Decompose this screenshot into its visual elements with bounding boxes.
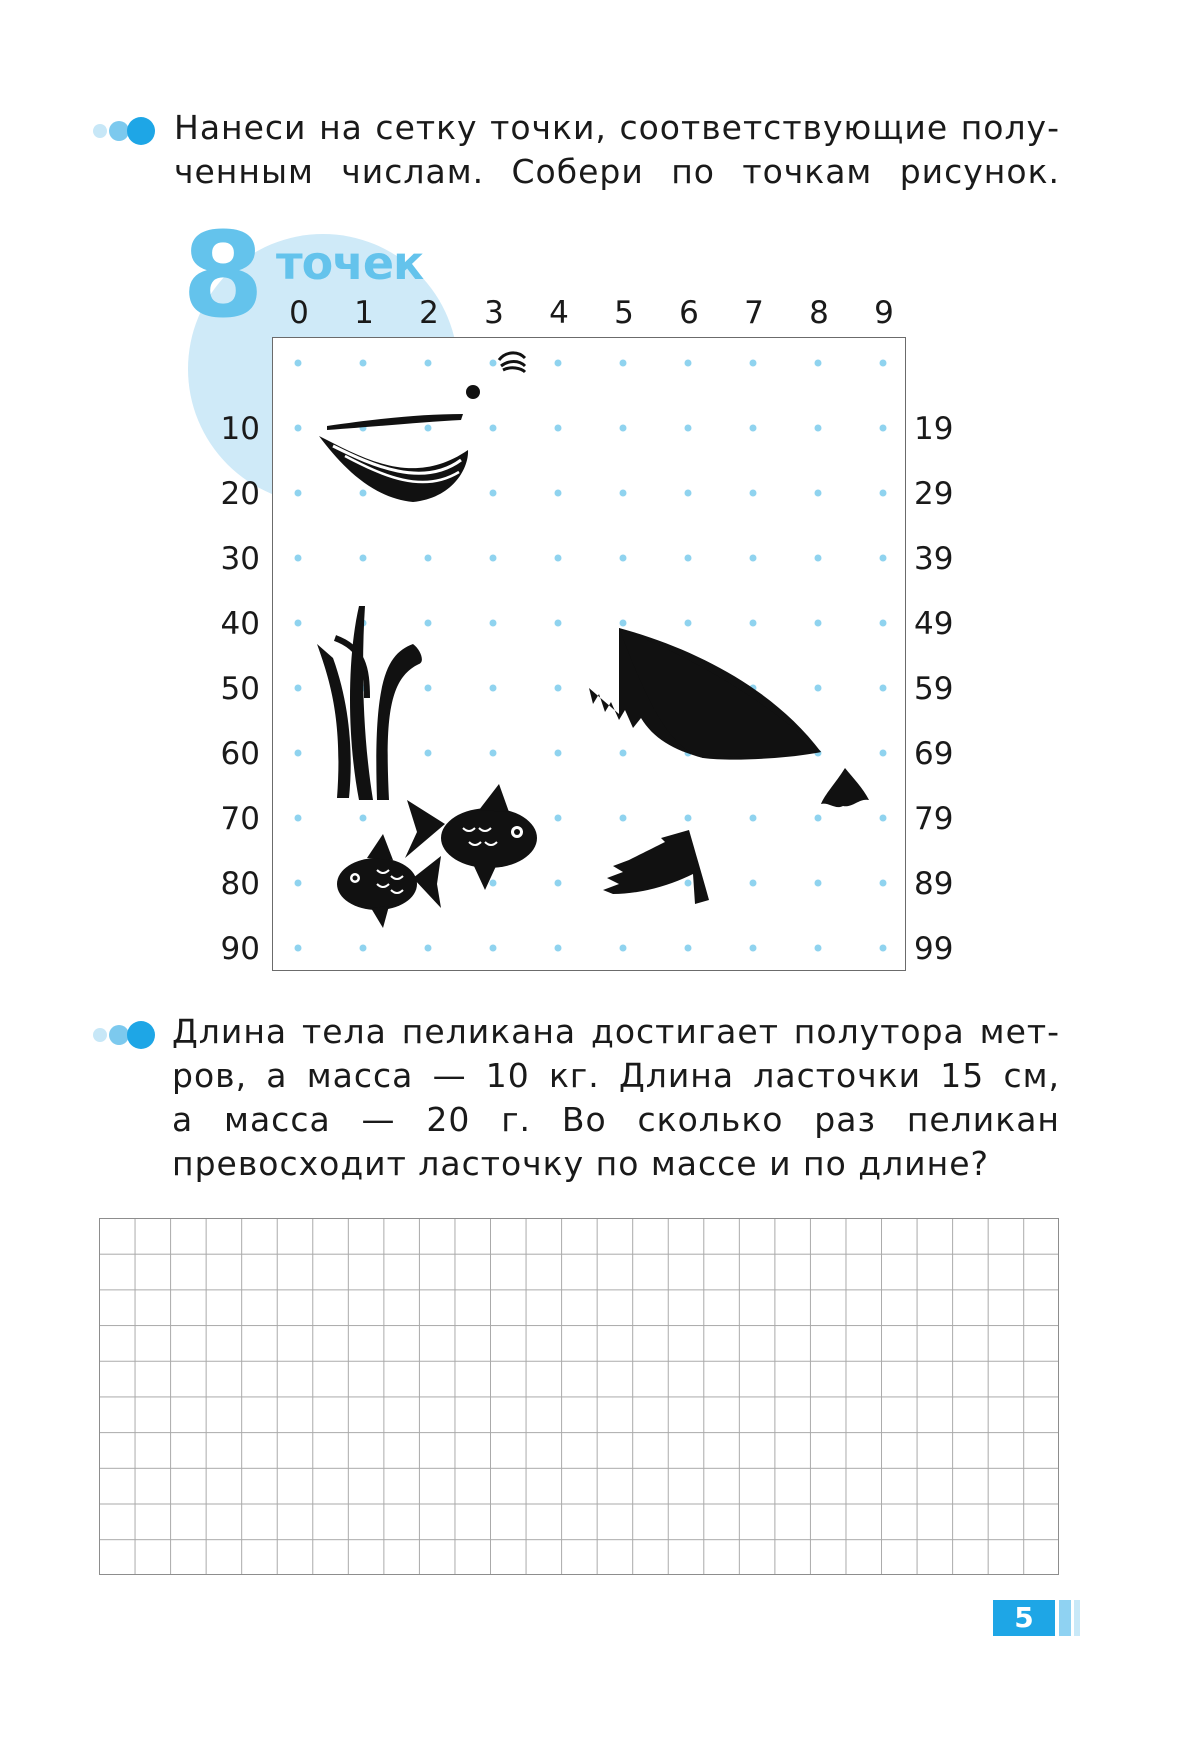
grid-dot — [555, 880, 562, 887]
grid-dot — [425, 555, 432, 562]
grid-dot — [425, 945, 432, 952]
grid-dot — [815, 425, 822, 432]
row-label-right: 59 — [914, 671, 954, 707]
grid-dot — [620, 750, 627, 757]
grid-dot — [815, 360, 822, 367]
task-1-line-1: Нанеси на сетку точки, соответствующие полу- — [174, 108, 1060, 147]
grid-dot — [750, 555, 757, 562]
col-label: 0 — [289, 295, 309, 331]
grid-dot — [425, 685, 432, 692]
grid-dot — [880, 425, 887, 432]
grid-dot — [490, 620, 497, 627]
fish-1 — [337, 834, 441, 928]
grid-dot — [555, 555, 562, 562]
grid-dot — [880, 685, 887, 692]
grid-dot — [880, 945, 887, 952]
water-plant — [317, 644, 351, 798]
grid-dot — [360, 490, 367, 497]
page-number-box — [993, 1600, 1055, 1636]
grid-dot — [750, 620, 757, 627]
grid-dot — [555, 945, 562, 952]
grid-dot — [815, 555, 822, 562]
grid-dot — [815, 945, 822, 952]
grid-dot — [880, 490, 887, 497]
grid-dot — [620, 815, 627, 822]
row-label-right: 39 — [914, 541, 954, 577]
grid-dot — [685, 815, 692, 822]
grid-dot — [555, 360, 562, 367]
grid-dot — [425, 360, 432, 367]
points-number: 8 — [182, 206, 265, 344]
row-label-left: 50 — [220, 671, 260, 707]
row-label-right: 69 — [914, 736, 954, 772]
grid-dot — [620, 425, 627, 432]
col-label: 9 — [874, 295, 894, 331]
col-label: 4 — [549, 295, 569, 331]
pelican-crest — [499, 353, 525, 372]
grid-dot — [750, 815, 757, 822]
task-2-line-4: превосходит ласточку по массе и по длине? — [172, 1144, 990, 1183]
grid-dot — [620, 490, 627, 497]
task-2-line-2: ров, а масса — 10 кг. Длина ласточки 15 см, — [172, 1056, 1060, 1095]
task-bullet-2 — [93, 1020, 163, 1050]
grid-dot — [425, 750, 432, 757]
row-label-right: 79 — [914, 801, 954, 837]
grid-dot — [295, 360, 302, 367]
col-label: 5 — [614, 295, 634, 331]
grid-dot — [425, 620, 432, 627]
col-label: 8 — [809, 295, 829, 331]
row-label-left: 30 — [220, 541, 260, 577]
pelican-head — [327, 414, 463, 430]
grid-dot — [815, 815, 822, 822]
grid-dot — [815, 620, 822, 627]
grid-dot — [490, 360, 497, 367]
points-word: точек — [276, 236, 424, 290]
row-label-left: 90 — [220, 931, 260, 967]
grid-dot — [555, 685, 562, 692]
grid-dot — [685, 360, 692, 367]
grid-dot — [360, 555, 367, 562]
row-label-right: 99 — [914, 931, 954, 967]
row-label-right: 89 — [914, 866, 954, 902]
grid-dot — [360, 815, 367, 822]
grid-dot — [490, 490, 497, 497]
grid-dot — [490, 880, 497, 887]
grid-dot — [555, 425, 562, 432]
page-tab-stripe — [1074, 1600, 1080, 1636]
grid-dot — [555, 815, 562, 822]
grid-dot — [490, 555, 497, 562]
grid-dot — [295, 815, 302, 822]
row-label-left: 80 — [220, 866, 260, 902]
task-bullet-1 — [93, 116, 163, 146]
grid-dot — [815, 685, 822, 692]
row-label-right: 49 — [914, 606, 954, 642]
grid-dot — [555, 490, 562, 497]
grid-dot — [360, 360, 367, 367]
pelican-foot — [603, 830, 709, 904]
grid-dot — [750, 490, 757, 497]
grid-dot — [685, 555, 692, 562]
grid-dot — [750, 360, 757, 367]
grid-dot — [295, 425, 302, 432]
row-label-right: 19 — [914, 411, 954, 447]
grid-dot — [295, 555, 302, 562]
task-1-text — [174, 106, 1060, 194]
grid-dot — [620, 620, 627, 627]
grid-dot — [880, 880, 887, 887]
task-1-line-2: ченным числам. Собери по точкам рисунок. — [174, 152, 1060, 191]
grid-dot — [620, 555, 627, 562]
task-2-text — [172, 1010, 1060, 1186]
grid-dot — [685, 945, 692, 952]
grid-dot — [295, 945, 302, 952]
pelican-tail — [821, 768, 869, 807]
grid-dot — [815, 490, 822, 497]
grid-dot — [880, 360, 887, 367]
grid-dot — [880, 815, 887, 822]
grid-dot — [490, 685, 497, 692]
answer-grid[interactable] — [99, 1218, 1059, 1575]
grid-dot — [880, 555, 887, 562]
page-number: 5 — [1014, 1601, 1034, 1634]
col-label: 7 — [744, 295, 764, 331]
col-label: 3 — [484, 295, 504, 331]
grid-dot — [490, 945, 497, 952]
grid-dot — [880, 750, 887, 757]
grid-dot — [295, 685, 302, 692]
grid-dot — [555, 620, 562, 627]
row-label-right: 29 — [914, 476, 954, 512]
grid-dot — [295, 620, 302, 627]
grid-dot — [750, 880, 757, 887]
grid-dot — [685, 425, 692, 432]
grid-dot — [750, 425, 757, 432]
pelican-eye — [466, 385, 480, 399]
grid-dot — [685, 490, 692, 497]
col-label: 6 — [679, 295, 699, 331]
grid-dot — [295, 750, 302, 757]
dot-grid — [272, 337, 906, 971]
grid-dot — [295, 880, 302, 887]
grid-dot — [880, 620, 887, 627]
drawing-canvas — [273, 338, 907, 972]
grid-dot — [360, 945, 367, 952]
grid-dot — [490, 425, 497, 432]
task-2-line-3: а масса — 20 г. Во сколько раз пеликан — [172, 1100, 1060, 1139]
grid-dot — [750, 945, 757, 952]
grid-dot — [425, 425, 432, 432]
grid-dot — [490, 750, 497, 757]
col-label: 1 — [354, 295, 374, 331]
col-label: 2 — [419, 295, 439, 331]
grid-dot — [685, 880, 692, 887]
row-label-left: 20 — [220, 476, 260, 512]
row-label-left: 10 — [220, 411, 260, 447]
row-label-left: 60 — [220, 736, 260, 772]
grid-dot — [685, 620, 692, 627]
grid-dot — [620, 360, 627, 367]
row-label-left: 40 — [220, 606, 260, 642]
row-label-left: 70 — [220, 801, 260, 837]
grid-dot — [620, 945, 627, 952]
grid-dot — [295, 490, 302, 497]
page-tab-stripe — [1059, 1600, 1071, 1636]
task-2-line-1: Длина тела пеликана достигает полутора мет- — [172, 1012, 1060, 1051]
grid-dot — [815, 880, 822, 887]
grid-dot — [555, 750, 562, 757]
